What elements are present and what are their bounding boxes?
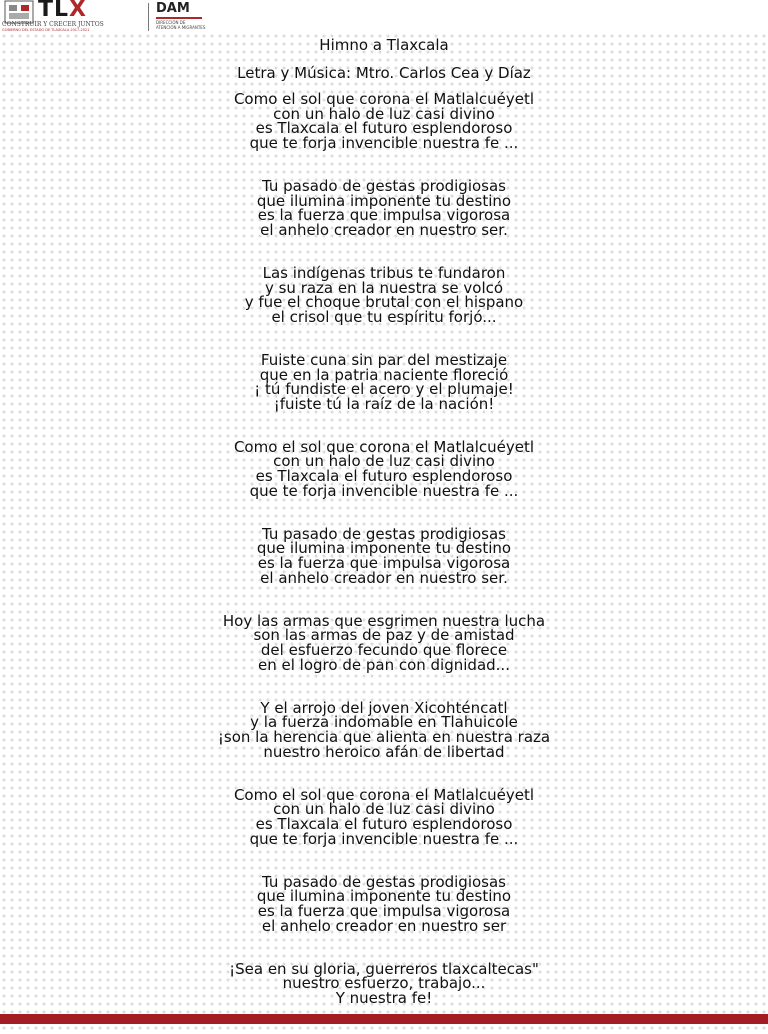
stanza-line: con un halo de luz casi divino <box>273 800 495 819</box>
stanza-line: el anhelo creador en nuestro ser <box>261 916 507 935</box>
stanza-line: es Tlaxcala el futuro esplendoroso <box>255 119 513 138</box>
stanza-line: que ilumina imponente tu destino <box>256 539 512 558</box>
stanza-line: Y el arrojo del joven Xicohténcatl <box>260 698 508 717</box>
stanza-line: con un halo de luz casi divino <box>273 104 495 123</box>
stanza-line: es la fuerza que impulsa vigorosa <box>257 554 511 573</box>
stanza-line: ¡ tú fundiste el acero y el plumaje! <box>254 380 514 399</box>
stanza-line: ¡Sea en su gloria, guerreros tlaxcaltecas" <box>229 959 539 978</box>
stanza-line: que te forja invencible nuestra fe ... <box>249 829 519 848</box>
stanza-line: nuestro heroico afán de libertad <box>263 742 505 761</box>
stanza-line: que te forja invencible nuestra fe ... <box>249 133 519 152</box>
header <box>0 0 768 34</box>
stanza-line: Como el sol que corona el Matlalcuéyetl <box>233 437 535 456</box>
stanza <box>0 437 768 500</box>
dam-underline <box>156 17 202 19</box>
stanza-line: del esfuerzo fecundo que florece <box>260 641 508 659</box>
stanza-line: nuestro esfuerzo, trabajo... <box>282 974 486 993</box>
stanza <box>0 92 768 150</box>
stanza <box>0 176 768 239</box>
stanza-line: en el logro de pan con dignidad... <box>258 655 510 674</box>
author-credit: Letra y Música: Mtro. Carlos Cea y Díaz <box>237 64 531 82</box>
brand-logo-text: TLX <box>38 0 87 22</box>
stanza-line: ¡son la herencia que alienta en nuestra raza <box>217 727 551 746</box>
brand-slogan: CONSTRUIR Y CRECER JUNTOS <box>2 21 104 28</box>
stanza-line: Tu pasado de gestas prodigiosas <box>262 176 506 195</box>
stanza-line: el anhelo creador en nuestro ser. <box>260 220 508 239</box>
stanza-line: y la fuerza indomable en Tlahuicole <box>250 713 518 732</box>
stanza-line: que ilumina imponente tu destino <box>256 191 512 210</box>
header-divider <box>148 3 149 31</box>
stanza <box>0 698 768 761</box>
stanza-line: Tu pasado de gestas prodigiosas <box>262 872 506 891</box>
stanza <box>0 350 768 413</box>
dam-logo-text: DAM <box>156 1 190 16</box>
stanza-line: que en la patria naciente floreció <box>259 365 509 384</box>
stanza-line: es Tlaxcala el futuro esplendoroso <box>255 814 513 833</box>
stanza-line: es la fuerza que impulsa vigorosa <box>257 901 511 920</box>
stanza-line: que ilumina imponente tu destino <box>256 887 512 906</box>
page-title: Himno a Tlaxcala <box>319 36 449 54</box>
stanza-line: que te forja invencible nuestra fe ... <box>249 481 519 500</box>
stanza <box>0 524 768 587</box>
stanza-line: Fuiste cuna sin par del mestizaje <box>260 350 508 369</box>
stanza-line: el anhelo creador en nuestro ser. <box>260 568 508 587</box>
stanza-line: es Tlaxcala el futuro esplendoroso <box>255 467 513 486</box>
stanza-line: Hoy las armas que esgrimen nuestra lucha <box>222 611 546 630</box>
stanza-line: y su raza en la nuestra se volcó <box>264 278 504 297</box>
stanza-line: ¡fuiste tú la raíz de la nación! <box>273 394 495 413</box>
dam-subtitle: DIRECCIÓN DE ATENCIÓN A MIGRANTES <box>156 20 206 30</box>
anthem-content <box>0 34 768 1034</box>
stanza-line: son las armas de paz y de amistad <box>253 626 515 645</box>
stanza <box>0 785 768 848</box>
government-label: GOBIERNO DEL ESTADO DE TLAXCALA 2017-2021 <box>2 28 90 32</box>
stanza-line: Y nuestra fe! <box>335 988 433 1007</box>
stanza-line: y fue el choque brutal con el hispano <box>244 293 524 312</box>
stanza <box>0 611 768 674</box>
stanza-list <box>0 92 768 1005</box>
stanza-line: el crisol que tu espíritu forjó... <box>271 307 497 326</box>
stanza-line: Como el sol que corona el Matlalcuéyetl <box>233 90 535 108</box>
stanza <box>0 959 768 1007</box>
footer-bar <box>0 1014 768 1024</box>
stanza-line: Tu pasado de gestas prodigiosas <box>262 524 506 543</box>
stanza-line: con un halo de luz casi divino <box>273 452 495 471</box>
stanza <box>0 263 768 326</box>
stanza-line: es la fuerza que impulsa vigorosa <box>257 206 511 225</box>
stanza <box>0 872 768 935</box>
stanza-line: Las indígenas tribus te fundaron <box>262 263 506 282</box>
stanza-line: Como el sol que corona el Matlalcuéyetl <box>233 785 535 804</box>
